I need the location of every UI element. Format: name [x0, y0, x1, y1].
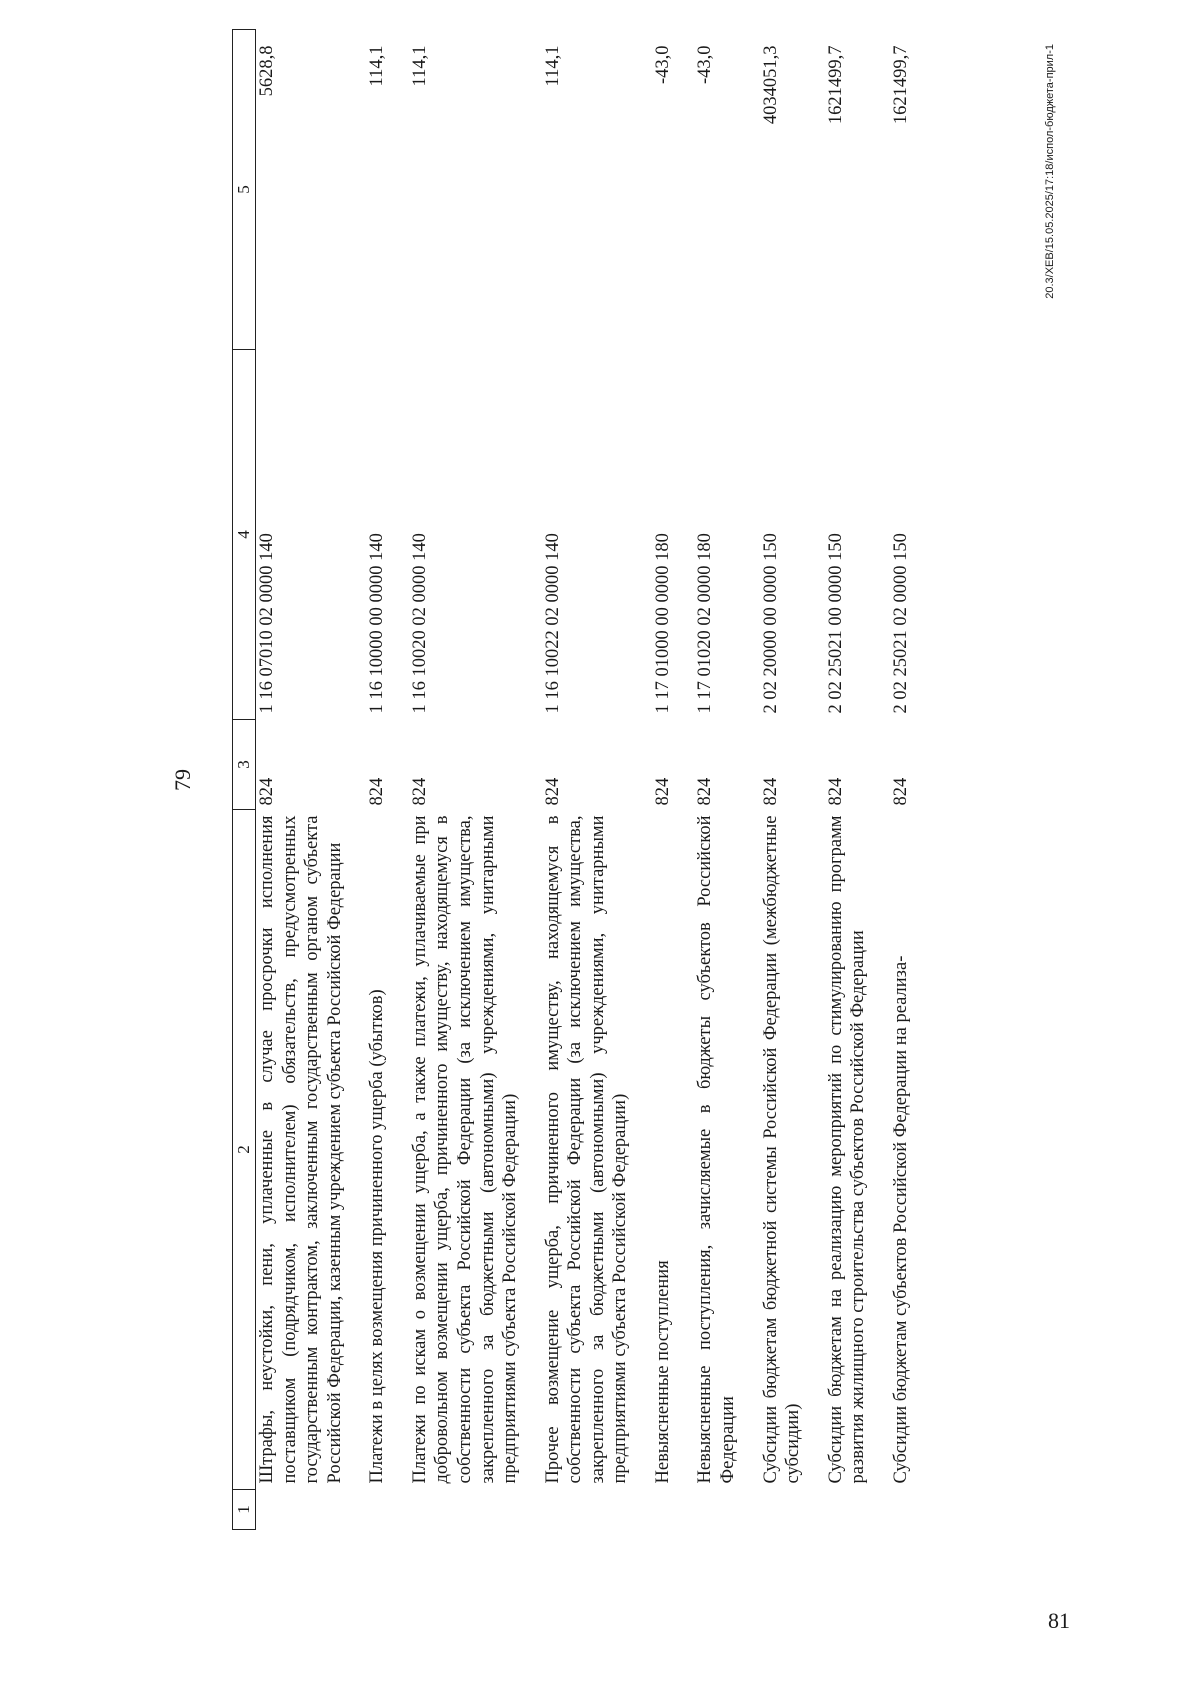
budget-classification-code-cell: 1 16 10000 00 0000 140: [367, 533, 388, 714]
revenue-name-cell: Субсидии бюджетам бюджетной системы Российской Федерации (межбюджетные субсидии): [760, 815, 804, 1484]
budget-classification-code-cell: 1 16 07010 02 0000 140: [257, 533, 277, 714]
admin-code-cell: 824: [257, 777, 277, 806]
table-row: [890, 30, 933, 1530]
amount-cell: -43,0: [695, 45, 716, 85]
revenue-name-cell: Невыясненные поступления: [652, 1260, 673, 1484]
budget-classification-code-cell: 1 16 10022 02 0000 140: [542, 533, 563, 714]
table-row: [825, 30, 890, 1530]
amount-cell: -43,0: [652, 45, 673, 85]
amount-cell: 5628,8: [257, 45, 277, 97]
revenue-name-cell: Субсидии бюджетам на реализацию мероприятий по стимулированию программ развития жилищного строительства субъектов Российской Федерации: [825, 815, 869, 1484]
column-header-1: 1: [233, 1490, 256, 1530]
document-footer-id: 20.3/XEB/15.05.2025/17:18/испол-бюджета-прил-1: [1044, 44, 1056, 299]
amount-cell: 4034051,3: [760, 45, 781, 125]
budget-classification-code-cell: 2 02 25021 02 0000 150: [890, 533, 911, 714]
amount-cell: 1621499,7: [890, 45, 911, 125]
amount-cell: 114,1: [542, 45, 563, 87]
budget-classification-code-cell: 2 02 20000 00 0000 150: [760, 533, 781, 714]
admin-code-cell: 824: [652, 777, 673, 806]
amount-cell: 114,1: [409, 45, 430, 87]
column-header-2: 2: [233, 810, 256, 1490]
revenue-name-cell: Прочее возмещение ущерба, причиненного имуществу, находящемуся в собственности субъекта Российской Федерации (за исключением имущества, закрепленного за бюджетными (автономными) учреждениями, унитарными предприятиями субъекта Российской Федерации): [542, 815, 631, 1484]
budget-classification-code-cell: 1 16 10020 02 0000 140: [409, 533, 430, 714]
revenue-name-cell: Невыясненные поступления, зачисляемые в бюджеты субъектов Российской Федерации: [695, 815, 738, 1484]
rotated-document-page: [170, 30, 1056, 1530]
admin-code-cell: 824: [542, 777, 563, 806]
table-row: [542, 30, 652, 1530]
table-row: [652, 30, 695, 1530]
budget-classification-code-cell: 1 17 01020 02 0000 180: [695, 533, 716, 714]
budget-revenue-table: [232, 29, 932, 1530]
revenue-name-cell: Штрафы, неустойки, пени, уплаченные в случае просрочки исполнения поставщиком (подрядчиком, исполнителем) обязательств, предусмотренных государственным контрактом, заключенным государственным органом субъекта Российской Федерации, казенным учреждением субъекта Российской Федерации: [257, 815, 345, 1484]
admin-code-cell: 824: [890, 777, 911, 806]
revenue-name-cell: Платежи в целях возмещения причиненного ущерба (убытков): [367, 989, 388, 1484]
table-row: [694, 30, 759, 1530]
sheet-number: 81: [1048, 1608, 1070, 1633]
table-row: [256, 30, 367, 1530]
column-header-3: 3: [233, 720, 256, 810]
column-number-header-row: [233, 30, 256, 1530]
admin-code-cell: 824: [825, 777, 846, 806]
column-header-4: 4: [233, 350, 256, 720]
amount-cell: 1621499,7: [825, 45, 846, 125]
column-header-5: 5: [233, 30, 256, 350]
revenue-name-cell: Субсидии бюджетам субъектов Российской Федерации на реализа-: [890, 955, 911, 1484]
table-body: [256, 30, 933, 1530]
budget-classification-code-cell: 2 02 25021 00 0000 150: [825, 533, 846, 714]
table-row: [760, 30, 825, 1530]
table-row: [366, 30, 409, 1530]
page-number: 79: [170, 769, 195, 791]
revenue-name-cell: Платежи по искам о возмещении ущерба, а также платежи, уплачиваемые при добровольном возмещении ущерба, причиненного имуществу, находящемуся в собственности субъекта Российской Федерации (за исключением имущества, закрепленного за бюджетными (автономными) учреждениями, унитарными предприятиями субъекта Российской Федерации): [409, 815, 521, 1484]
admin-code-cell: 824: [760, 777, 781, 806]
table-row: [409, 30, 542, 1530]
budget-classification-code-cell: 1 17 01000 00 0000 180: [652, 533, 673, 714]
amount-cell: 114,1: [367, 45, 388, 87]
admin-code-cell: 824: [367, 777, 388, 806]
admin-code-cell: 824: [695, 777, 716, 806]
admin-code-cell: 824: [409, 777, 430, 806]
